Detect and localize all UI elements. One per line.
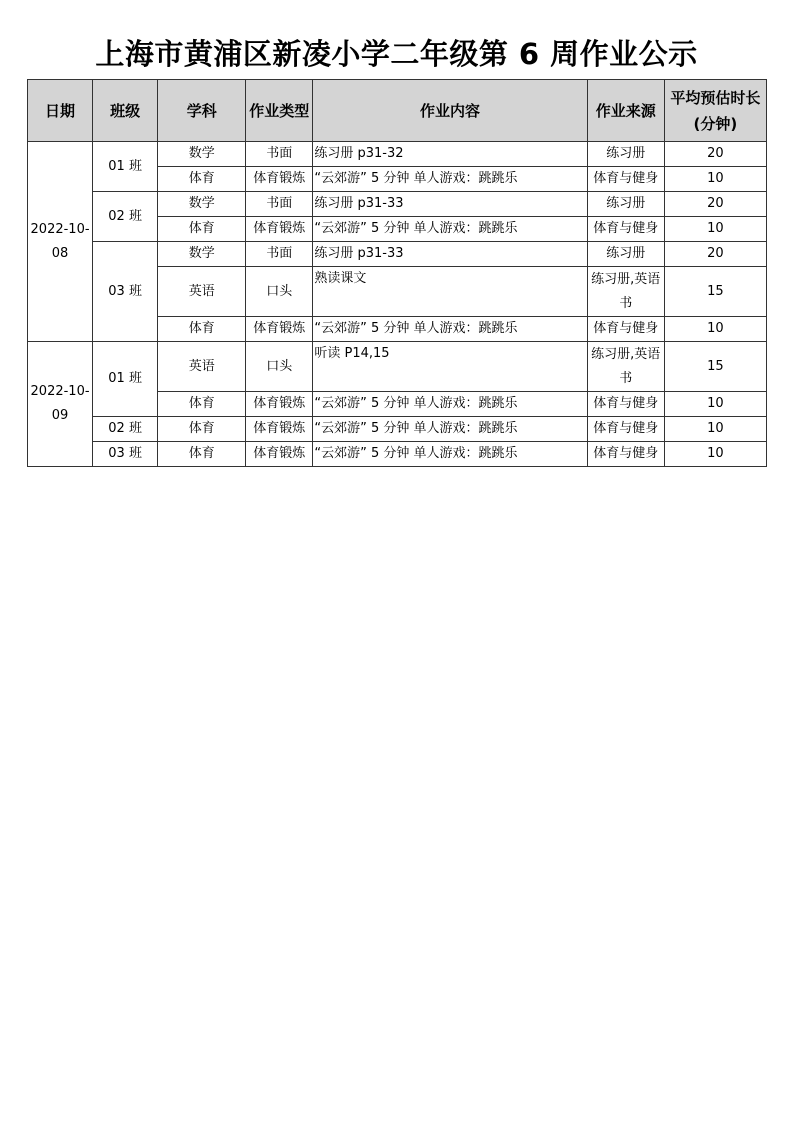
source-cell: 体育与健身 bbox=[587, 392, 664, 417]
time-cell: 15 bbox=[664, 267, 766, 317]
type-cell: 体育锻炼 bbox=[246, 167, 313, 192]
header-row bbox=[28, 80, 767, 142]
type-cell: 书面 bbox=[246, 192, 313, 217]
source-cell: 练习册 bbox=[587, 142, 664, 167]
source-cell: 体育与健身 bbox=[587, 167, 664, 192]
table-row bbox=[28, 417, 767, 442]
subject-cell: 体育 bbox=[158, 167, 246, 192]
type-cell: 口头 bbox=[246, 267, 313, 317]
class-cell: 02 班 bbox=[93, 192, 158, 242]
table-row bbox=[28, 192, 767, 217]
type-cell: 体育锻炼 bbox=[246, 317, 313, 342]
header-source: 作业来源 bbox=[587, 80, 664, 142]
date-cell: 2022-10-08 bbox=[28, 142, 93, 342]
time-cell: 20 bbox=[664, 192, 766, 217]
header-content: 作业内容 bbox=[313, 80, 587, 142]
subject-cell: 数学 bbox=[158, 242, 246, 267]
table-row bbox=[28, 242, 767, 267]
page-title: 上海市黄浦区新凌小学二年级第 6 周作业公示 bbox=[95, 37, 698, 71]
source-cell: 体育与健身 bbox=[587, 217, 664, 242]
type-cell: 体育锻炼 bbox=[246, 417, 313, 442]
content-cell: “云郊游” 5 分钟 单人游戏：跳跳乐 bbox=[313, 392, 587, 417]
time-cell: 10 bbox=[664, 417, 766, 442]
source-cell: 练习册 bbox=[587, 242, 664, 267]
time-cell: 10 bbox=[664, 392, 766, 417]
type-cell: 口头 bbox=[246, 342, 313, 392]
time-cell: 10 bbox=[664, 167, 766, 192]
content-cell: “云郊游” 5 分钟 单人游戏：跳跳乐 bbox=[313, 417, 587, 442]
type-cell: 体育锻炼 bbox=[246, 392, 313, 417]
time-cell: 20 bbox=[664, 242, 766, 267]
table-row bbox=[28, 342, 767, 392]
source-cell: 练习册 bbox=[587, 192, 664, 217]
time-cell: 10 bbox=[664, 442, 766, 467]
homework-table bbox=[27, 79, 767, 467]
subject-cell: 体育 bbox=[158, 442, 246, 467]
source-cell: 体育与健身 bbox=[587, 417, 664, 442]
class-cell: 02 班 bbox=[93, 417, 158, 442]
header-subject: 学科 bbox=[158, 80, 246, 142]
header-type: 作业类型 bbox=[246, 80, 313, 142]
source-cell: 体育与健身 bbox=[587, 317, 664, 342]
subject-cell: 体育 bbox=[158, 317, 246, 342]
subject-cell: 体育 bbox=[158, 392, 246, 417]
content-cell: “云郊游” 5 分钟 单人游戏：跳跳乐 bbox=[313, 167, 587, 192]
content-cell: 熟读课文 bbox=[313, 267, 587, 317]
content-cell: 练习册 p31-33 bbox=[313, 192, 587, 217]
content-cell: “云郊游” 5 分钟 单人游戏：跳跳乐 bbox=[313, 317, 587, 342]
class-cell: 01 班 bbox=[93, 142, 158, 192]
subject-cell: 英语 bbox=[158, 342, 246, 392]
content-cell: 听读 P14,15 bbox=[313, 342, 587, 392]
content-cell: “云郊游” 5 分钟 单人游戏：跳跳乐 bbox=[313, 442, 587, 467]
table-row bbox=[28, 442, 767, 467]
header-class: 班级 bbox=[93, 80, 158, 142]
type-cell: 书面 bbox=[246, 142, 313, 167]
class-cell: 03 班 bbox=[93, 442, 158, 467]
table-row bbox=[28, 142, 767, 167]
time-cell: 15 bbox=[664, 342, 766, 392]
class-cell: 01 班 bbox=[93, 342, 158, 417]
source-cell: 练习册,英语书 bbox=[587, 267, 664, 317]
class-cell: 03 班 bbox=[93, 242, 158, 342]
header-date: 日期 bbox=[28, 80, 93, 142]
subject-cell: 体育 bbox=[158, 217, 246, 242]
source-cell: 练习册,英语书 bbox=[587, 342, 664, 392]
content-cell: “云郊游” 5 分钟 单人游戏：跳跳乐 bbox=[313, 217, 587, 242]
date-cell: 2022-10-09 bbox=[28, 342, 93, 467]
time-cell: 10 bbox=[664, 317, 766, 342]
subject-cell: 数学 bbox=[158, 142, 246, 167]
type-cell: 体育锻炼 bbox=[246, 442, 313, 467]
type-cell: 体育锻炼 bbox=[246, 217, 313, 242]
source-cell: 体育与健身 bbox=[587, 442, 664, 467]
type-cell: 书面 bbox=[246, 242, 313, 267]
time-cell: 20 bbox=[664, 142, 766, 167]
header-time: 平均预估时长(分钟) bbox=[664, 80, 766, 142]
subject-cell: 英语 bbox=[158, 267, 246, 317]
content-cell: 练习册 p31-33 bbox=[313, 242, 587, 267]
subject-cell: 体育 bbox=[158, 417, 246, 442]
content-cell: 练习册 p31-32 bbox=[313, 142, 587, 167]
subject-cell: 数学 bbox=[158, 192, 246, 217]
time-cell: 10 bbox=[664, 217, 766, 242]
